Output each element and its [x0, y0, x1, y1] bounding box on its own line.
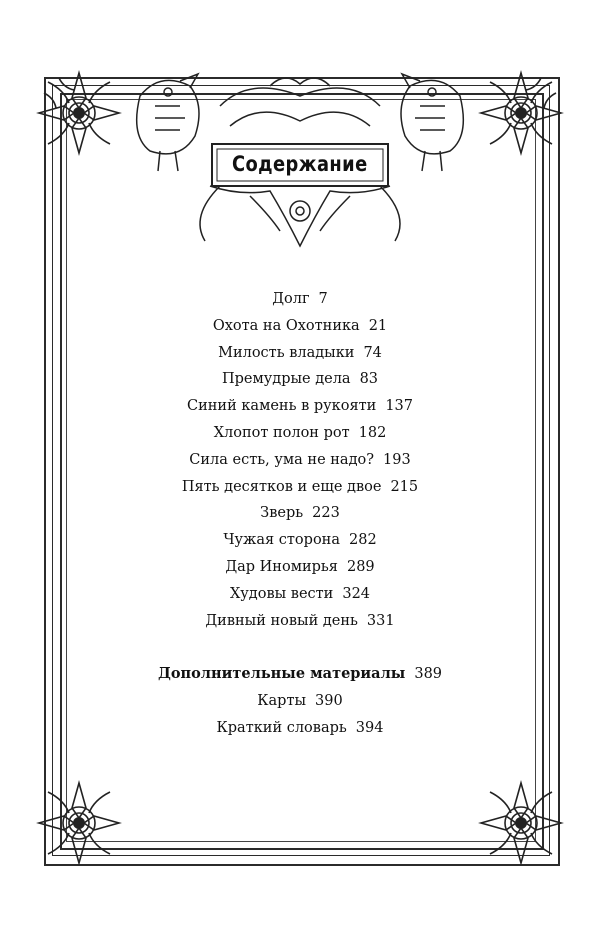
toc-entry-page: 215: [390, 478, 419, 495]
toc-entry-title: Карты: [257, 693, 307, 710]
toc-entry-title: Дополнительные материалы: [157, 665, 406, 683]
toc-entry-title: Зверь: [260, 505, 304, 522]
toc-entry-title: Охота на Охотника: [212, 317, 360, 334]
toc-entry-page: 394: [355, 719, 384, 736]
corner-ornament-top-right: [476, 68, 566, 158]
toc-entry[interactable]: [70, 393, 530, 420]
toc-entry[interactable]: [70, 286, 530, 313]
toc-entry-title: Краткий словарь: [216, 719, 347, 736]
corner-ornament-top-left: [34, 68, 124, 158]
toc-entry-title: Дар Иномирья: [225, 558, 338, 575]
toc-entry-page: 389: [414, 666, 443, 683]
toc-entry-title: Синий камень в рукояти: [187, 398, 377, 415]
toc-entry-page: 182: [358, 424, 387, 441]
toc-entry[interactable]: [70, 554, 530, 581]
toc-entry-page: 282: [349, 532, 377, 549]
toc-entry-title: Хлопот полон рот: [213, 424, 350, 441]
toc-entry[interactable]: [70, 608, 530, 635]
toc-entry-page: 324: [342, 585, 371, 602]
toc-entry[interactable]: [70, 340, 530, 367]
toc-entry-page: 289: [346, 558, 375, 575]
toc-entry[interactable]: [70, 581, 530, 608]
toc-entry[interactable]: [70, 420, 530, 447]
toc-entry-title: Сила есть, ума не надо?: [189, 451, 375, 468]
toc-entry-page: 390: [315, 693, 343, 710]
toc-entry-page: 7: [318, 291, 328, 307]
corner-ornament-bottom-left: [34, 778, 124, 868]
toc-entry-title: Дивный новый день: [205, 612, 358, 629]
toc-entry-page: 83: [359, 371, 379, 388]
toc-entry[interactable]: [70, 527, 530, 554]
toc-entry-title: Милость владыки: [218, 344, 355, 361]
toc-entry-page: 331: [366, 612, 395, 629]
toc-entry-page: 74: [363, 344, 382, 361]
toc-entry-title: Худовы вести: [229, 585, 334, 602]
toc-entry-extra[interactable]: [70, 661, 530, 688]
toc-entry-title: Пять десятков и еще двое: [181, 478, 382, 495]
title-plate: [214, 146, 386, 182]
toc-entry-title: Долг: [272, 291, 310, 307]
toc-entry-page: 137: [385, 398, 413, 415]
corner-ornament-bottom-right: [476, 778, 566, 868]
toc-entry[interactable]: [70, 366, 530, 393]
table-of-contents: [70, 286, 530, 742]
toc-entry[interactable]: [70, 447, 530, 474]
toc-entry[interactable]: [70, 474, 530, 501]
toc-entry[interactable]: [70, 313, 530, 340]
toc-section-gap: [70, 634, 530, 661]
toc-entry-page: 193: [383, 451, 411, 468]
toc-entry-title: Чужая сторона: [223, 532, 340, 549]
toc-entry-title: Премудрые дела: [221, 371, 351, 388]
toc-entry-extra[interactable]: [70, 715, 530, 742]
page-title: Содержание: [232, 152, 368, 176]
toc-entry-page: 21: [368, 317, 388, 334]
toc-entry-extra[interactable]: [70, 688, 530, 715]
toc-entry[interactable]: [70, 500, 530, 527]
toc-entry-page: 223: [312, 505, 340, 522]
